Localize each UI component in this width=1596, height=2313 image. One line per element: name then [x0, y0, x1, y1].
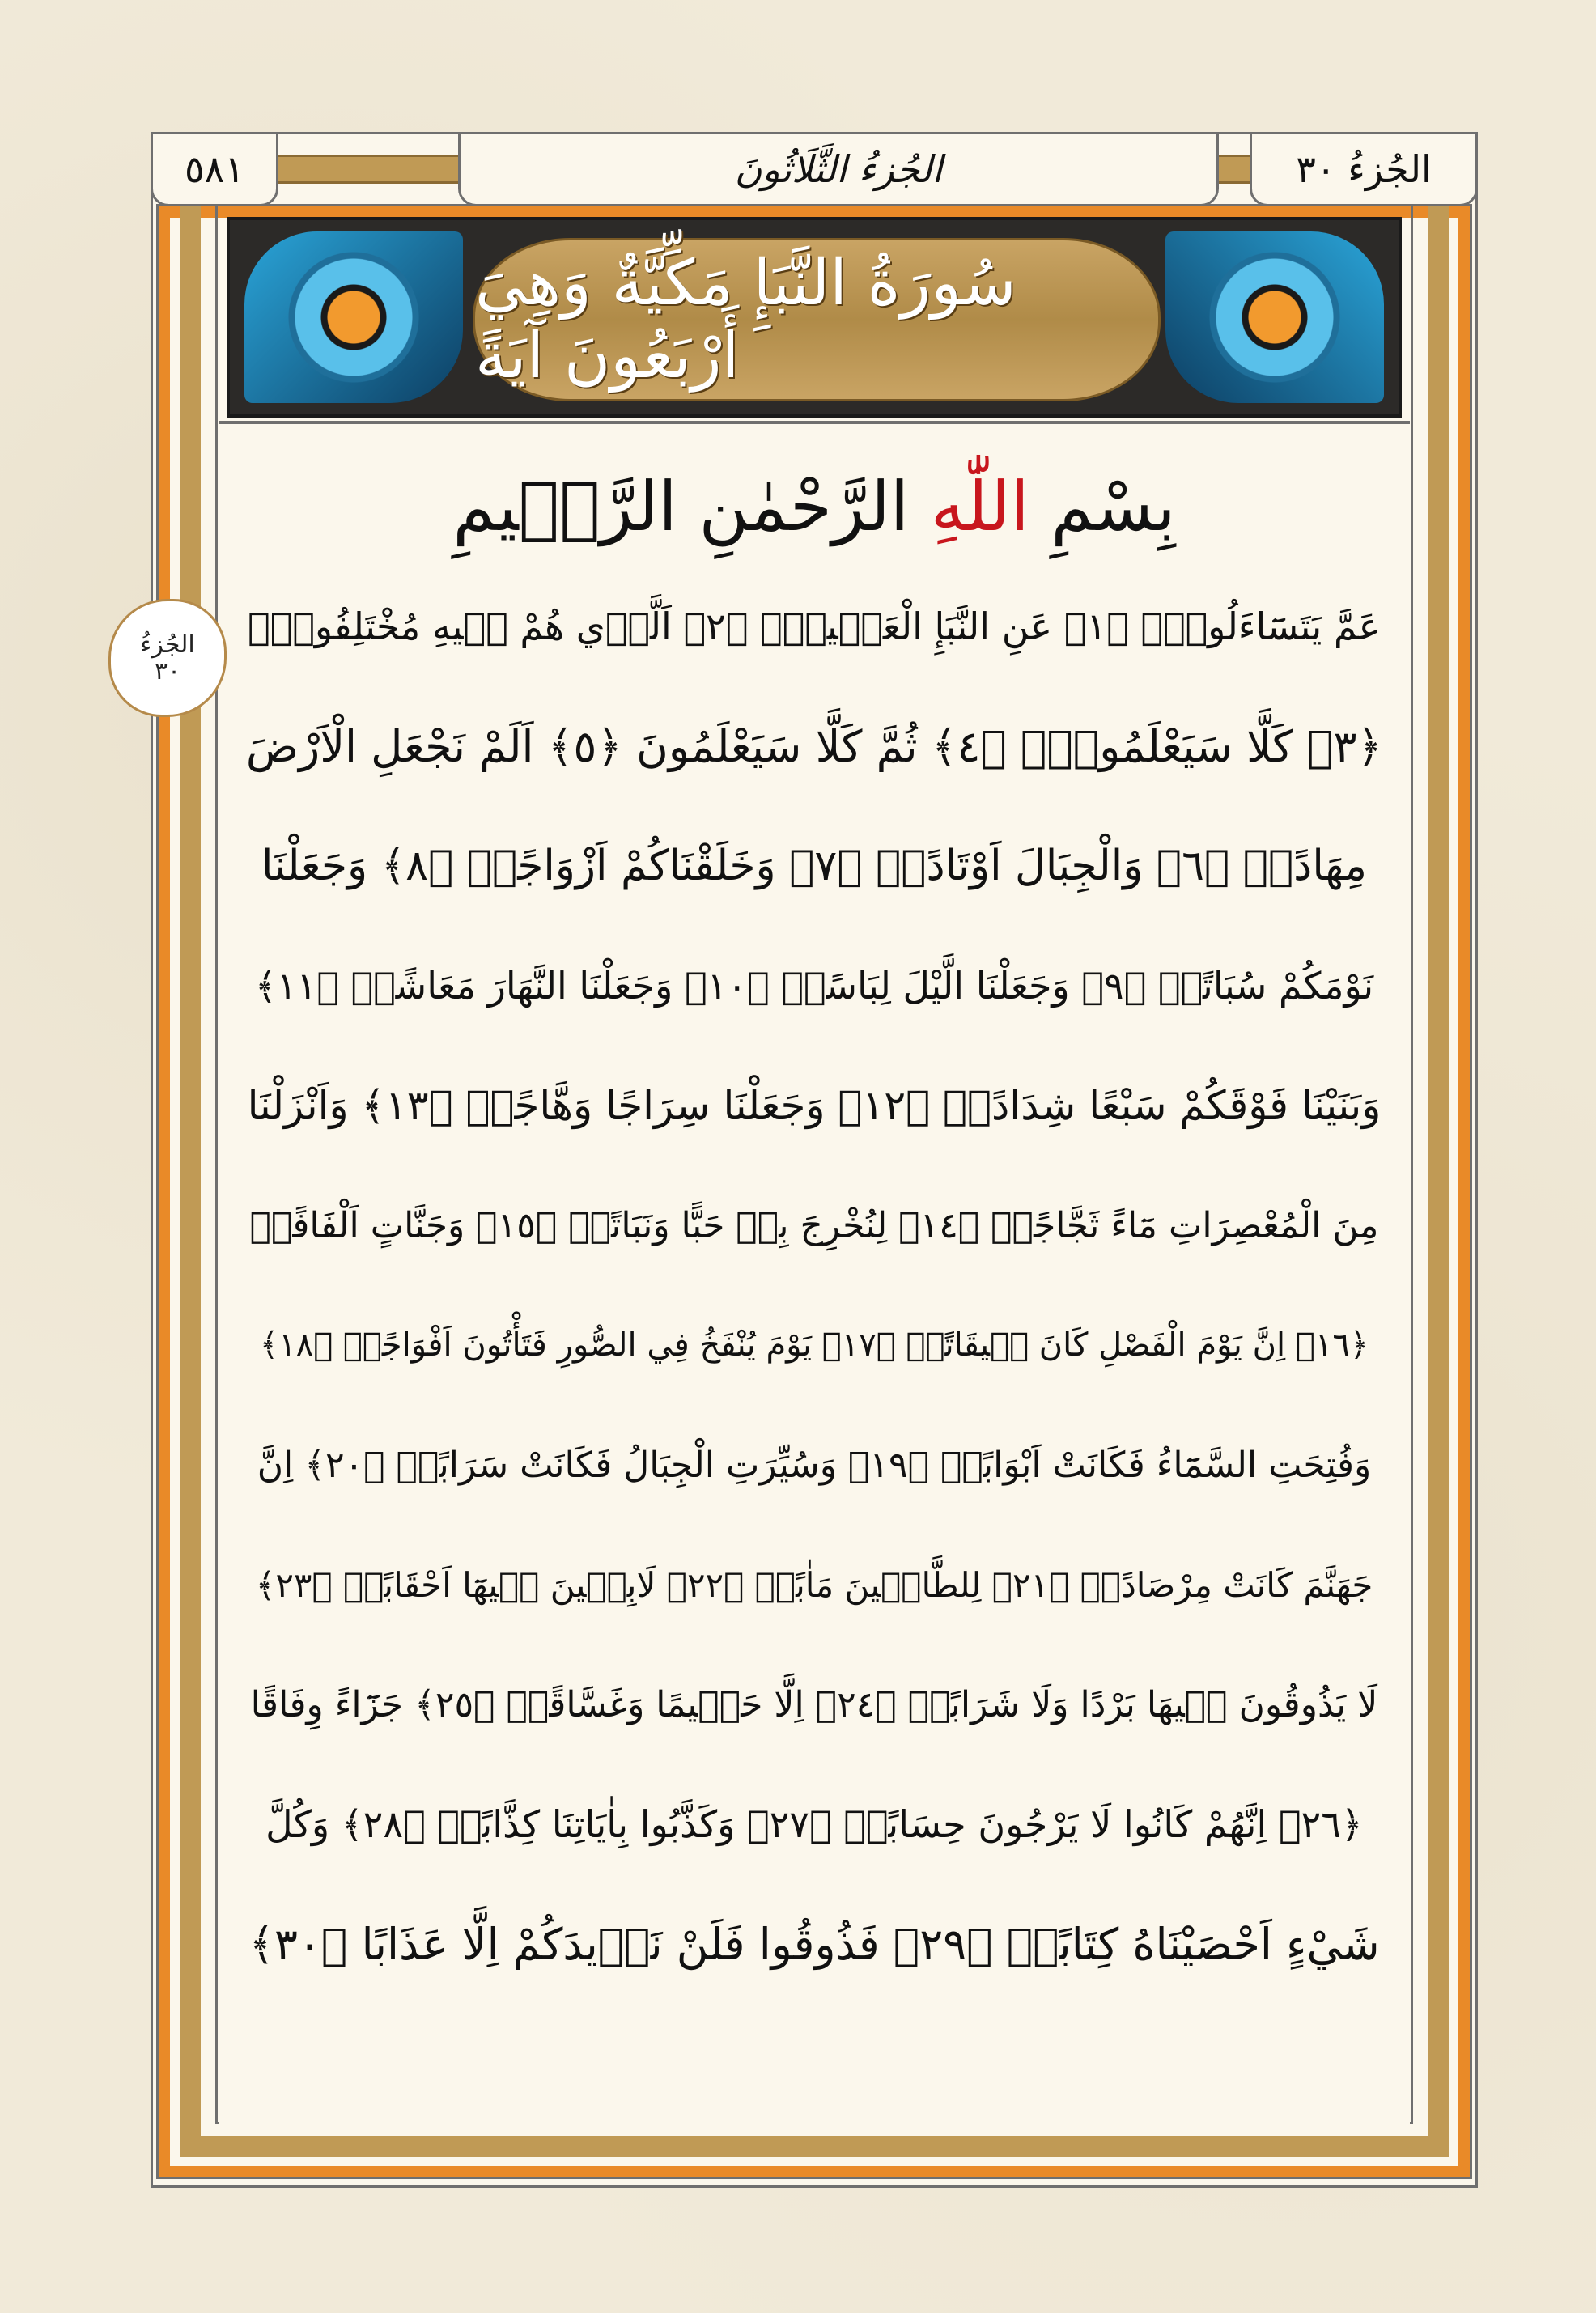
verse-line: ﴿٣﴾ كَلَّا سَيَعْلَمُونَۙ ﴿٤﴾ ثُمَّ كَلَّا سَيَعْلَمُونَ ﴿٥﴾ اَلَمْ نَجْعَلِ الْاَرْضَ — [245, 720, 1383, 772]
juz-marker-rosette — [108, 599, 227, 717]
bismillah-part2: الرَّحْمٰنِ الرَّح۪يمِ — [452, 467, 910, 546]
bismillah-part1: بِسْمِ — [1051, 467, 1176, 546]
verse-line: لَا يَذُوقُونَ ف۪يهَا بَرْدًا وَلَا شَرَابًاۙ ﴿٢٤﴾ اِلَّا حَم۪يمًا وَغَسَّاقًاۙ ﴿٢٥﴾ جَزَٓاءً وِفَاقًا — [250, 1683, 1378, 1725]
verse-block — [243, 567, 1386, 2004]
verse-line: نَوْمَكُمْ سُبَاتًاۙ ﴿٩﴾ وَجَعَلْنَا الَّيْلَ لِبَاسًاۙ ﴿١٠﴾ وَجَعَلْنَا النَّهَارَ مَعَاشًاۖ ﴿١١﴾ — [254, 964, 1374, 1008]
sura-title: سُورَةُ النَّبَإِ مَكِّيَّةٌ وَهِيَ أَرْبَعُونَ آيَةً — [473, 238, 1161, 401]
bismillah — [243, 458, 1386, 555]
verse-line: ﴿٢٦﴾ اِنَّهُمْ كَانُوا لَا يَرْجُونَ حِسَابًاۙ ﴿٢٧﴾ وَكَذَّبُوا بِاٰيَاتِنَا كِذَّابًاۜ ﴿٢٨﴾ وَكُلَّ — [265, 1802, 1363, 1846]
verse-line: وَبَنَيْنَا فَوْقَكُمْ سَبْعًا شِدَادًاۙ ﴿١٢﴾ وَجَعَلْنَا سِرَاجًا وَهَّاجًاۖ ﴿١٣﴾ وَاَنْزَلْنَا — [247, 1082, 1382, 1129]
page-header — [151, 132, 1478, 206]
bismillah-allah: اللّٰهِ — [930, 467, 1029, 546]
juz-marker-label: الجُزءُ — [140, 630, 195, 659]
verse-line: ﴿١٦﴾ اِنَّ يَوْمَ الْفَصْلِ كَانَ م۪يقَاتًاۙ ﴿١٧﴾ يَوْمَ يُنْفَخُ فِي الصُّورِ فَتَأْتُونَ اَفْوَاجًاۙ ﴿١٨﴾ — [259, 1326, 1369, 1364]
verse-line: مِنَ الْمُعْصِرَاتِ مَٓاءً ثَجَّاجًاۙ ﴿١٤﴾ لِنُخْرِجَ بِه۪ حَبًّا وَنَبَاتًاۙ ﴿١٥﴾ وَجَنَّاتٍ اَلْفَافًاۜ — [249, 1204, 1379, 1246]
page-number: ٥٨١ — [151, 132, 278, 206]
verse-line: وَفُتِحَتِ السَّمَٓاءُ فَكَانَتْ اَبْوَابًاۙ ﴿١٩﴾ وَسُيِّرَتِ الْجِبَالُ فَكَانَتْ سَرَابًاۜ ﴿٢٠﴾ اِنَّ — [257, 1444, 1372, 1486]
header-band-right — [1219, 155, 1250, 184]
verse-line: عَمَّ يَتَسَٓاءَلُونَۚ ﴿١﴾ عَنِ النَّبَإِ الْعَظ۪يمِۙ ﴿٢﴾ اَلَّذ۪ي هُمْ ف۪يهِ مُخْتَلِفُونَۜ — [248, 605, 1381, 648]
verse-line: مِهَادًاۙ ﴿٦﴾ وَالْجِبَالَ اَوْتَادًاۖ ﴿٧﴾ وَخَلَقْنَاكُمْ اَزْوَاجًاۙ ﴿٨﴾ وَجَعَلْنَا — [261, 842, 1367, 890]
header-band-left — [278, 155, 458, 184]
juz-title: الجُزءُ الثَّلَاثُونَ — [458, 132, 1219, 206]
verse-line: شَيْءٍ اَحْصَيْنَاهُ كِتَابًاۙ ﴿٢٩﴾ فَذُوقُوا فَلَنْ نَز۪يدَكُمْ اِلَّا عَذَابًا ﴿٣٠﴾ — [248, 1918, 1380, 1970]
juz-marker-number: ٣٠ — [154, 657, 181, 685]
floral-ornament-icon — [1165, 231, 1384, 403]
floral-ornament-icon — [244, 231, 463, 403]
verse-line: جَهَنَّمَ كَانَتْ مِرْصَادًاۙ ﴿٢١﴾ لِلطَّاغ۪ينَ مَاٰبًاۙ ﴿٢٢﴾ لَابِث۪ينَ ف۪يهَٓا اَحْقَابًاۚ ﴿٢٣﴾ — [255, 1564, 1373, 1605]
sura-title-banner — [227, 217, 1402, 418]
juz-label: الجُزءُ ٣٠ — [1250, 132, 1478, 206]
